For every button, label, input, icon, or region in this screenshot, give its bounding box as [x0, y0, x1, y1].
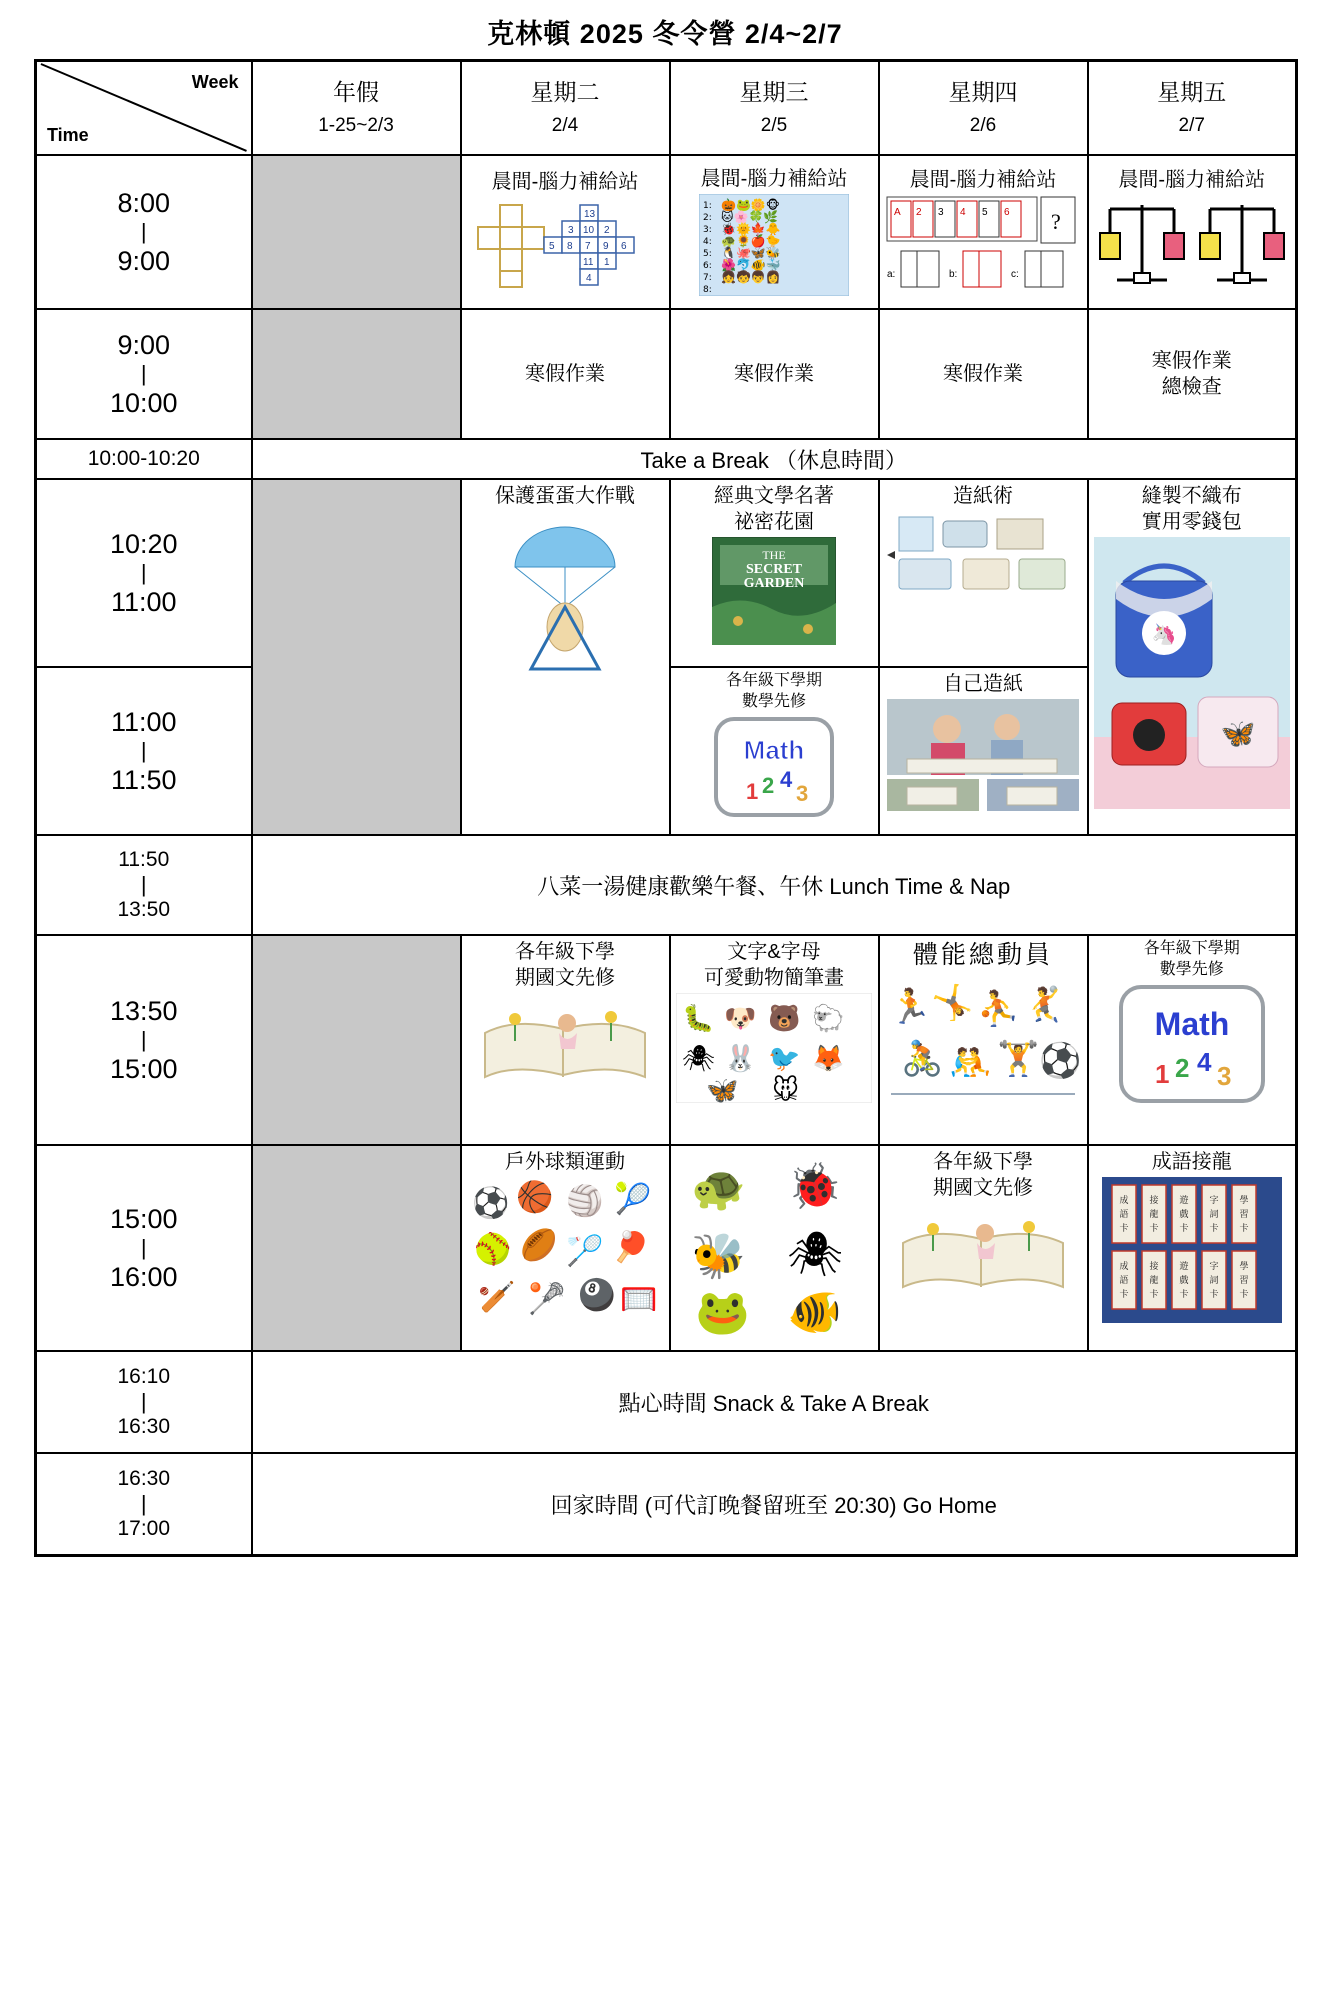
sports-silhouettes-icon	[882, 974, 1085, 1106]
svg-text:成: 成	[1119, 1261, 1129, 1271]
holiday-cell	[252, 309, 461, 439]
svg-text:4: 4	[960, 207, 966, 218]
activity-caption: 寒假作業	[943, 363, 1023, 385]
svg-text:🎾: 🎾	[614, 1183, 652, 1216]
svg-text:語: 語	[1119, 1275, 1129, 1285]
svg-text:詞: 詞	[1209, 1209, 1219, 1219]
svg-text:3: 3	[796, 780, 809, 806]
time-cell	[36, 1145, 252, 1351]
svg-text:10: 10	[583, 225, 595, 236]
svg-text:1:: 1:	[703, 201, 712, 211]
svg-text:🤸: 🤸	[931, 983, 974, 1022]
svg-text:遊: 遊	[1179, 1195, 1189, 1205]
col-date: 1-25~2/3	[318, 115, 394, 137]
svg-text:5: 5	[549, 241, 555, 252]
svg-text:卡: 卡	[1239, 1223, 1249, 1233]
activity-cell-secret-garden	[670, 479, 879, 667]
col-name: 年假	[333, 79, 379, 106]
svg-text:🐢: 🐢	[691, 1164, 746, 1213]
time-separator: |	[140, 1027, 147, 1052]
svg-text:🐭: 🐭	[772, 1075, 800, 1103]
svg-text:GARDEN: GARDEN	[743, 576, 805, 591]
svg-text:3: 3	[938, 207, 944, 218]
svg-text:接: 接	[1149, 1261, 1159, 1271]
svg-text:🏓: 🏓	[612, 1231, 650, 1264]
svg-text:5: 5	[982, 207, 988, 218]
svg-text:🏐: 🏐	[566, 1185, 604, 1218]
svg-text:🌺🐬🐠🐳: 🌺🐬🐠🐳	[721, 258, 781, 272]
svg-text:詞: 詞	[1209, 1275, 1219, 1285]
svg-text:🐱🌸🍀🌿: 🐱🌸🍀🌿	[721, 210, 779, 224]
activity-cell-homework-thu	[879, 309, 1088, 439]
svg-text:🐦: 🐦	[768, 1043, 801, 1073]
svg-text:🏏: 🏏	[478, 1281, 516, 1314]
svg-text:1: 1	[604, 257, 610, 268]
time-cell	[36, 1453, 252, 1556]
activity-caption-2: 期國文先修	[515, 967, 615, 989]
svg-text:8:: 8:	[703, 285, 712, 295]
svg-text:🕷: 🕷	[682, 1043, 716, 1073]
time-end: 17:00	[117, 1517, 171, 1540]
activity-cell-chinese-preview-pm	[461, 935, 670, 1145]
table-header-row	[36, 61, 1297, 156]
svg-text:5:: 5:	[703, 249, 712, 259]
header-week-label: Week	[191, 72, 239, 92]
svg-text:8: 8	[567, 241, 573, 252]
svg-text:🐝: 🐝	[691, 1232, 746, 1281]
svg-text:🥍: 🥍	[528, 1283, 566, 1316]
svg-text:🐧🐙🦋🐝: 🐧🐙🦋🐝	[721, 246, 781, 260]
activity-caption: 經典文學名著	[714, 485, 834, 507]
time-end: 11:00	[110, 587, 177, 617]
time-start: 10:20	[109, 528, 178, 559]
svg-text:字: 字	[1209, 1261, 1219, 1271]
open-book-icon	[882, 1203, 1085, 1307]
math-logo-icon	[1091, 983, 1294, 1107]
activity-caption: 各年級下學期	[1143, 940, 1240, 957]
svg-text:習: 習	[1239, 1209, 1249, 1219]
activity-cell-homework-tue	[461, 309, 670, 439]
activity-cell-chinese-preview-late	[879, 1145, 1088, 1351]
time-cell	[36, 309, 252, 439]
svg-text:🦋: 🦋	[706, 1075, 739, 1103]
svg-text:🏀: 🏀	[516, 1181, 554, 1214]
svg-text:9: 9	[603, 241, 609, 252]
col-date: 2/4	[551, 115, 579, 137]
time-start: 8:00	[117, 187, 171, 218]
papermaking-tools-icon	[882, 511, 1085, 597]
svg-text:3: 3	[1216, 1060, 1232, 1091]
idiom-cards-icon	[1091, 1177, 1294, 1323]
svg-text:6:: 6:	[703, 261, 712, 271]
svg-text:卡: 卡	[1179, 1223, 1189, 1233]
activity-caption: 寒假作業	[734, 363, 814, 385]
table-row	[36, 479, 1297, 667]
svg-text:🐸: 🐸	[695, 1288, 750, 1335]
svg-text:🐑: 🐑	[812, 1003, 845, 1033]
svg-text:卡: 卡	[1239, 1289, 1249, 1299]
svg-text:2: 2	[1174, 1052, 1190, 1083]
svg-text:6: 6	[621, 241, 627, 252]
activity-caption-2: 可愛動物簡筆畫	[704, 967, 844, 989]
svg-text:🏋: 🏋	[997, 1039, 1040, 1078]
svg-text:⚽: ⚽	[472, 1187, 510, 1220]
table-row-snack	[36, 1351, 1297, 1453]
column-header-holiday	[252, 61, 461, 156]
svg-text:遊: 遊	[1179, 1261, 1189, 1271]
svg-text:🐢🌻🍎🐤: 🐢🌻🍎🐤	[721, 234, 781, 248]
schedule-table	[34, 59, 1298, 1557]
svg-text:成: 成	[1119, 1195, 1129, 1205]
col-date: 2/6	[969, 115, 997, 137]
svg-text:a:: a:	[887, 269, 896, 280]
svg-text:🥎: 🥎	[474, 1233, 512, 1266]
activity-caption: 晨間-腦力補給站	[1118, 169, 1266, 191]
activity-cell-egg-protect	[461, 479, 670, 835]
activity-cell-papermaking	[879, 479, 1088, 667]
time-separator: |	[140, 1389, 147, 1414]
table-row	[36, 309, 1297, 439]
svg-text:2: 2	[604, 225, 610, 236]
activity-cell-idiom-game	[1088, 1145, 1297, 1351]
col-name: 星期二	[530, 79, 600, 106]
svg-text:1: 1	[1154, 1058, 1170, 1089]
svg-text:👧🧒👦👩: 👧🧒👦👩	[721, 270, 781, 284]
holiday-cell	[252, 155, 461, 309]
holiday-cell	[252, 1145, 461, 1351]
activity-caption: 各年級下學期	[725, 672, 822, 689]
time-separator: |	[140, 560, 147, 585]
table-row	[36, 935, 1297, 1145]
time-separator: |	[140, 361, 147, 386]
snack-row-text: 點心時間 Snack & Take A Break	[252, 1351, 1297, 1453]
activity-caption: 縫製不織布	[1141, 485, 1242, 507]
svg-text:字: 字	[1209, 1195, 1219, 1205]
activity-caption: 保護蛋蛋大作戰	[495, 485, 635, 507]
svg-text:🤾: 🤾	[1023, 985, 1066, 1024]
activity-caption: 成語接龍	[1151, 1151, 1232, 1173]
activity-cell-homework-fri	[1088, 309, 1297, 439]
time-start: 16:30	[117, 1466, 171, 1490]
time-cell	[36, 935, 252, 1145]
svg-text:3: 3	[568, 225, 574, 236]
column-header-friday	[1088, 61, 1297, 156]
activity-caption-2: 數學先修	[741, 692, 806, 710]
svg-text:🚴: 🚴	[901, 1039, 944, 1078]
open-book-icon	[464, 993, 667, 1097]
activity-cell-brain-thu	[879, 155, 1088, 309]
emoji-grid-icon	[673, 194, 876, 296]
svg-text:卡: 卡	[1209, 1289, 1219, 1299]
svg-text:3:: 3:	[703, 225, 712, 235]
svg-text:🐻: 🐻	[768, 1003, 801, 1033]
time-start: 11:50	[118, 847, 170, 871]
svg-text:卡: 卡	[1149, 1223, 1159, 1233]
svg-text:4: 4	[780, 766, 793, 792]
parachute-egg-icon	[464, 511, 667, 683]
svg-text:卡: 卡	[1149, 1289, 1159, 1299]
activity-caption-2: 數學先修	[1159, 960, 1224, 978]
activity-caption: 晨間-腦力補給站	[909, 169, 1057, 191]
activity-caption-2: 總檢查	[1161, 376, 1222, 398]
time-cell	[36, 667, 252, 835]
math-logo-icon	[673, 715, 876, 819]
svg-text:🥅: 🥅	[620, 1283, 658, 1316]
activity-cell-make-paper	[879, 667, 1088, 835]
svg-text:SECRET: SECRET	[745, 562, 803, 577]
balance-scale-icon	[1091, 195, 1294, 295]
time-start: 16:10	[117, 1364, 171, 1388]
svg-text:2:: 2:	[703, 213, 712, 223]
svg-text:學: 學	[1239, 1195, 1249, 1205]
papermaking-kids-photo	[882, 699, 1085, 811]
svg-text:語: 語	[1119, 1209, 1129, 1219]
cross-puzzle-icon	[464, 197, 667, 293]
break-row-text: Take a Break （休息時間）	[252, 439, 1297, 479]
svg-text:🦋: 🦋	[1220, 718, 1256, 749]
time-start: 15:00	[109, 1203, 178, 1234]
svg-text:🏸: 🏸	[566, 1235, 604, 1268]
svg-text:🤼: 🤼	[949, 1043, 992, 1082]
time-start: 9:00	[117, 329, 171, 360]
time-cell	[36, 1351, 252, 1453]
time-separator: |	[140, 872, 147, 897]
gohome-row-text: 回家時間 (可代訂晚餐留班至 20:30) Go Home	[252, 1453, 1297, 1556]
activity-cell-pe	[879, 935, 1088, 1145]
holiday-cell	[252, 935, 461, 1145]
time-end: 16:00	[109, 1262, 178, 1292]
time-end: 9:00	[117, 246, 171, 276]
table-row-break	[36, 439, 1297, 479]
activity-caption: 寒假作業	[525, 363, 605, 385]
svg-text:🐰: 🐰	[724, 1043, 757, 1073]
time-end: 15:00	[109, 1054, 178, 1084]
svg-text:🏃: 🏃	[889, 987, 932, 1026]
svg-text:Math: Math	[743, 734, 805, 765]
column-header-wednesday	[670, 61, 879, 156]
svg-text:4: 4	[586, 273, 592, 284]
svg-text:?: ?	[1051, 209, 1061, 234]
svg-text:🦊: 🦊	[812, 1043, 845, 1073]
table-row-lunch	[36, 835, 1297, 935]
column-header-thursday	[879, 61, 1088, 156]
table-row	[36, 155, 1297, 309]
svg-text:7:: 7:	[703, 273, 712, 283]
col-date: 2/5	[760, 115, 788, 137]
svg-text:🎃🐸🌼🐵: 🎃🐸🌼🐵	[721, 198, 780, 212]
time-separator: |	[140, 738, 147, 763]
time-start: 11:00	[110, 706, 177, 737]
svg-text:🐛: 🐛	[682, 1003, 715, 1033]
sports-equipment-icon	[464, 1177, 667, 1337]
time-end: 16:30	[117, 1415, 171, 1438]
page-title: 克林頓 2025 冬令營 2/4~2/7	[487, 19, 843, 49]
svg-text:2: 2	[916, 207, 922, 218]
activity-caption-2: 期國文先修	[933, 1177, 1033, 1199]
svg-text:c:: c:	[1011, 269, 1019, 280]
svg-text:戲: 戲	[1179, 1209, 1189, 1219]
activity-cell-outdoor-ball	[461, 1145, 670, 1351]
col-name: 星期四	[948, 79, 1018, 106]
svg-text:習: 習	[1239, 1275, 1249, 1285]
svg-text:THE: THE	[762, 548, 786, 562]
activity-caption-2: 實用零錢包	[1141, 511, 1242, 533]
col-name: 星期五	[1157, 79, 1227, 106]
activity-caption: 寒假作業	[1151, 350, 1232, 372]
table-row-gohome	[36, 1453, 1297, 1556]
svg-text:🏉: 🏉	[520, 1229, 558, 1262]
activity-cell-felt-purse	[1088, 479, 1297, 835]
activity-caption: 戶外球類運動	[505, 1151, 625, 1173]
table-row	[36, 1145, 1297, 1351]
svg-text:龍: 龍	[1149, 1275, 1159, 1285]
svg-text:1: 1	[746, 778, 759, 804]
svg-text:b:: b:	[949, 269, 958, 280]
time-separator: |	[140, 219, 147, 244]
time-separator: |	[140, 1491, 147, 1516]
svg-text:🎱: 🎱	[578, 1279, 616, 1312]
col-date: 2/7	[1178, 115, 1205, 137]
activity-cell-cute-animals	[670, 1145, 879, 1351]
activity-caption: 自己造紙	[943, 673, 1023, 695]
activity-cell-brain-wed	[670, 155, 879, 309]
svg-text:4: 4	[1196, 1046, 1212, 1077]
time-cell	[36, 835, 252, 935]
header-corner-cell	[36, 61, 252, 156]
cute-animals-icon	[673, 1151, 876, 1335]
svg-text:戲: 戲	[1179, 1275, 1189, 1285]
time-end: 11:50	[110, 765, 177, 795]
svg-text:Math: Math	[1154, 1005, 1230, 1042]
svg-text:🐶: 🐶	[724, 1003, 757, 1033]
activity-cell-math-preview-pm	[1088, 935, 1297, 1145]
svg-text:⛹: ⛹	[977, 989, 1020, 1028]
svg-text:🦄: 🦄	[1151, 624, 1177, 646]
svg-text:13: 13	[584, 209, 596, 220]
time-cell	[36, 479, 252, 667]
activity-cell-homework-wed	[670, 309, 879, 439]
svg-text:⚽: ⚽	[1039, 1041, 1081, 1080]
activity-caption: 各年級下學	[515, 941, 615, 963]
time-end: 13:50	[117, 898, 171, 921]
activity-caption: 各年級下學	[933, 1151, 1033, 1173]
svg-text:🐠: 🐠	[787, 1288, 842, 1335]
svg-text:學: 學	[1239, 1261, 1249, 1271]
svg-text:龍: 龍	[1149, 1209, 1159, 1219]
column-header-tuesday	[461, 61, 670, 156]
secret-garden-book-icon	[673, 537, 876, 645]
activity-cell-animal-drawing	[670, 935, 879, 1145]
svg-text:卡: 卡	[1179, 1289, 1189, 1299]
lunch-row-text: 八菜一湯健康歡樂午餐、午休 Lunch Time & Nap	[252, 835, 1297, 935]
svg-text:7: 7	[585, 241, 591, 252]
svg-text:卡: 卡	[1119, 1223, 1129, 1233]
svg-text:11: 11	[583, 257, 594, 268]
activity-cell-math-preview-am	[670, 667, 879, 835]
svg-text:6: 6	[1004, 207, 1010, 218]
activity-caption: 晨間-腦力補給站	[491, 171, 639, 193]
svg-text:2: 2	[762, 772, 775, 798]
svg-text:A: A	[894, 207, 901, 218]
header-time-label: Time	[47, 125, 89, 145]
svg-text:卡: 卡	[1209, 1223, 1219, 1233]
time-start: 13:50	[109, 995, 178, 1026]
activity-cell-brain-tue	[461, 155, 670, 309]
svg-text:🐞: 🐞	[787, 1162, 842, 1211]
svg-text:🐞🌞🍁🐥: 🐞🌞🍁🐥	[721, 222, 781, 236]
time-separator: |	[140, 1235, 147, 1260]
animal-sketches-icon	[673, 993, 876, 1103]
felt-bags-icon	[1091, 537, 1294, 809]
col-name: 星期三	[739, 79, 809, 106]
svg-text:卡: 卡	[1119, 1289, 1129, 1299]
activity-cell-brain-fri	[1088, 155, 1297, 309]
time-cell: 10:00-10:20	[36, 439, 252, 479]
activity-caption: 體能總動員	[912, 941, 1053, 969]
time-cell	[36, 155, 252, 309]
activity-caption: 造紙術	[953, 485, 1013, 507]
activity-caption-2: 祕密花園	[734, 511, 814, 533]
activity-caption: 晨間-腦力補給站	[700, 168, 848, 190]
time-end: 10:00	[109, 388, 178, 418]
activity-caption: 文字&字母	[727, 941, 821, 963]
holiday-cell	[252, 479, 461, 835]
svg-text:接: 接	[1149, 1195, 1159, 1205]
playing-cards-icon	[882, 195, 1085, 295]
svg-text:4:: 4:	[703, 237, 712, 247]
svg-text:🕷: 🕷	[787, 1230, 843, 1279]
